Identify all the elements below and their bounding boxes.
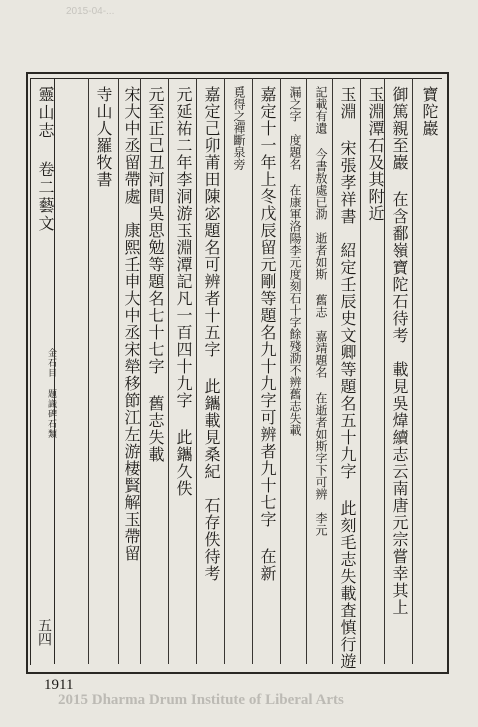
margin-title: 靈山志 卷二藝文 [36,86,55,233]
text-column-13: 寺山人羅牧書 [94,86,113,188]
text-column-9: 嘉定己卯莆田陳宓題名可辨者十五字 此鑴載見桑紀 石存佚待考 [202,86,221,582]
watermark: 2015 Dharma Drum Institute of Liberal Arts [58,692,344,708]
margin-subtitle: 金石目 題識碑石類 [46,348,56,439]
text-column-10: 元延祐二年李洞游玉淵潭記凡一百四十九字 此鑴久佚 [174,86,193,497]
column-rule [252,78,253,664]
text-column-5: 記載有遺 今書敖處已泐 逝者如斯 舊志 嘉靖題名 在逝者如斯字下可辨 李元 [314,86,328,536]
text-column-3: 玉淵潭石及其附近 [366,86,385,222]
column-rule [332,78,333,664]
column-rule [168,78,169,664]
text-column-7: 嘉定十一年上冬戊辰留元剛等題名九十九字可辨者九十七字 在新 [258,86,277,582]
text-column-12: 宋大中丞留帶處 康熙壬申大中丞宋犖移節江左游棲賢解玉帶留 [122,86,141,562]
text-column-11: 元至正己丑河間吳思勉等題名七十七字 舊志失載 [146,86,165,463]
column-rule [306,78,307,664]
text-column-4: 玉淵 宋張孝祥書 紹定壬辰史文卿等題名五十九字 此刻毛志失載査慎行遊 [338,86,357,670]
margin-page-number: 五四 [36,618,52,646]
top-watermark: 2015-04-... [66,6,115,17]
text-column-8: 覓得之禪斷泉旁 [232,86,246,170]
text-column-2: 御篤親至巖 在含鄱嶺寶陀石待考 載見吳煒續志云南唐元宗嘗幸其上 [390,86,409,616]
column-rule [118,78,119,664]
text-column-6: 漏之字 度題名 在康軍洛陽李元度刻石十字餘殘泐不辨舊志失載 [288,86,302,436]
column-rule [196,78,197,664]
text-column-1: 寶陀巖 [420,86,439,137]
column-rule [360,78,361,664]
column-rule [224,78,225,664]
column-rule [280,78,281,664]
column-rule [412,78,413,664]
column-rule [88,78,89,664]
page-number: 1911 [44,677,74,693]
